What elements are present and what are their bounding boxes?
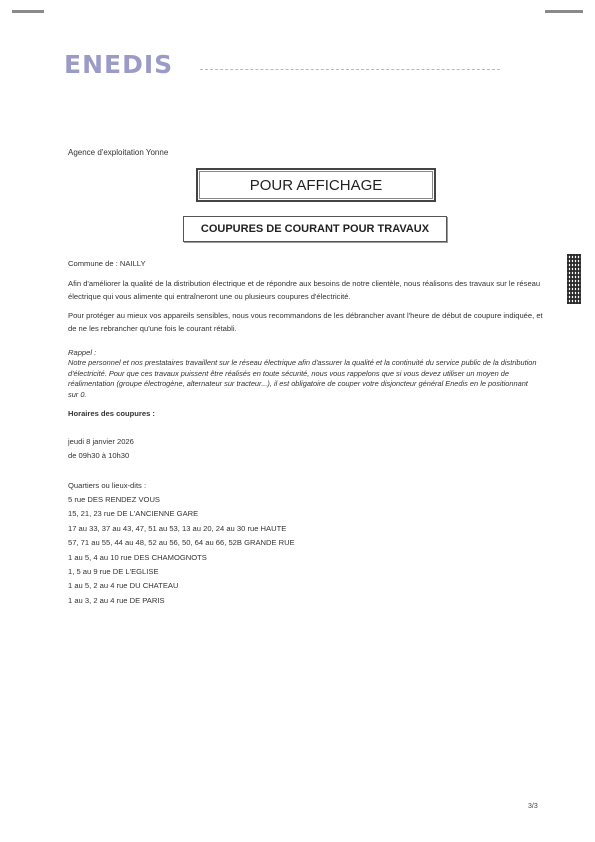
street-list: [68, 493, 295, 608]
list-item: 1 au 5, 2 au 4 rue DU CHATEAU: [68, 581, 179, 591]
intro-paragraph: Afin d'améliorer la qualité de la distribution électrique et de répondre aux besoins de notre clientèle, nous réalisons des travaux sur le réseau électrique qui vous alimente qui entraîneront une ou plusieurs coupures d'électricité.: [68, 279, 541, 301]
page-subtitle: COUPURES DE COURANT POUR TRAVAUX: [200, 223, 430, 235]
header-divider: [200, 69, 500, 70]
list-item: 57, 71 au 55, 44 au 48, 52 au 56, 50, 64 au 66, 52B GRANDE RUE: [68, 538, 295, 548]
outage-time: de 09h30 à 10h30: [68, 451, 130, 460]
title-box: [196, 168, 436, 202]
scan-mark-right: [545, 10, 583, 13]
page-number: 3/3: [528, 803, 538, 810]
list-item: 1, 5 au 9 rue DE L'EGLISE: [68, 567, 159, 577]
list-item: 1 au 3, 2 au 4 rue DE PARIS: [68, 595, 165, 605]
enedis-logo: ENEDIS: [64, 50, 174, 79]
commune-line: Commune de : NAILLY: [68, 259, 146, 268]
list-item: 15, 21, 23 rue DE L'ANCIENNE GARE: [68, 509, 199, 519]
barcode-stamp: [567, 254, 581, 304]
agency-name: Agence d'exploitation Yonne: [68, 148, 169, 157]
quartiers-title: Quartiers ou lieux-dits :: [68, 481, 147, 490]
page-title: POUR AFFICHAGE: [249, 176, 383, 194]
horaires-title: Horaires des coupures :: [68, 409, 155, 418]
outage-date: jeudi 8 janvier 2026: [68, 437, 134, 446]
subtitle-box: [183, 216, 447, 242]
list-item: 17 au 33, 37 au 43, 47, 51 au 53, 13 au 20, 24 au 30 rue HAUTE: [68, 523, 287, 533]
rappel-text: Notre personnel et nos prestataires travaillent sur le réseau électrique afin d'assurer la qualité et la continuité du service public de la distribution d'électricité. Pour que ces travaux puissent être réalisés en toute sécurité, nous vous rappelons que si vous devez utiliser un moyen de réalimentation (groupe électrogène, alternateur sur tracteur...), il est obligatoire de couper votre disjoncteur général Enedis en le positionnant sur 0.: [68, 358, 537, 399]
list-item: 1 au 5, 4 au 10 rue DES CHAMOGNOTS: [68, 552, 207, 562]
scan-mark-left: [12, 10, 44, 13]
rappel-label: Rappel :: [68, 348, 97, 357]
list-item: 5 rue DES RENDEZ VOUS: [68, 495, 160, 504]
advice-paragraph: Pour protéger au mieux vos appareils sensibles, nous vous recommandons de les débrancher avant l'heure de début de coupure indiquée, et de ne les rebrancher qu'une fois le courant rétabli.: [68, 311, 543, 333]
